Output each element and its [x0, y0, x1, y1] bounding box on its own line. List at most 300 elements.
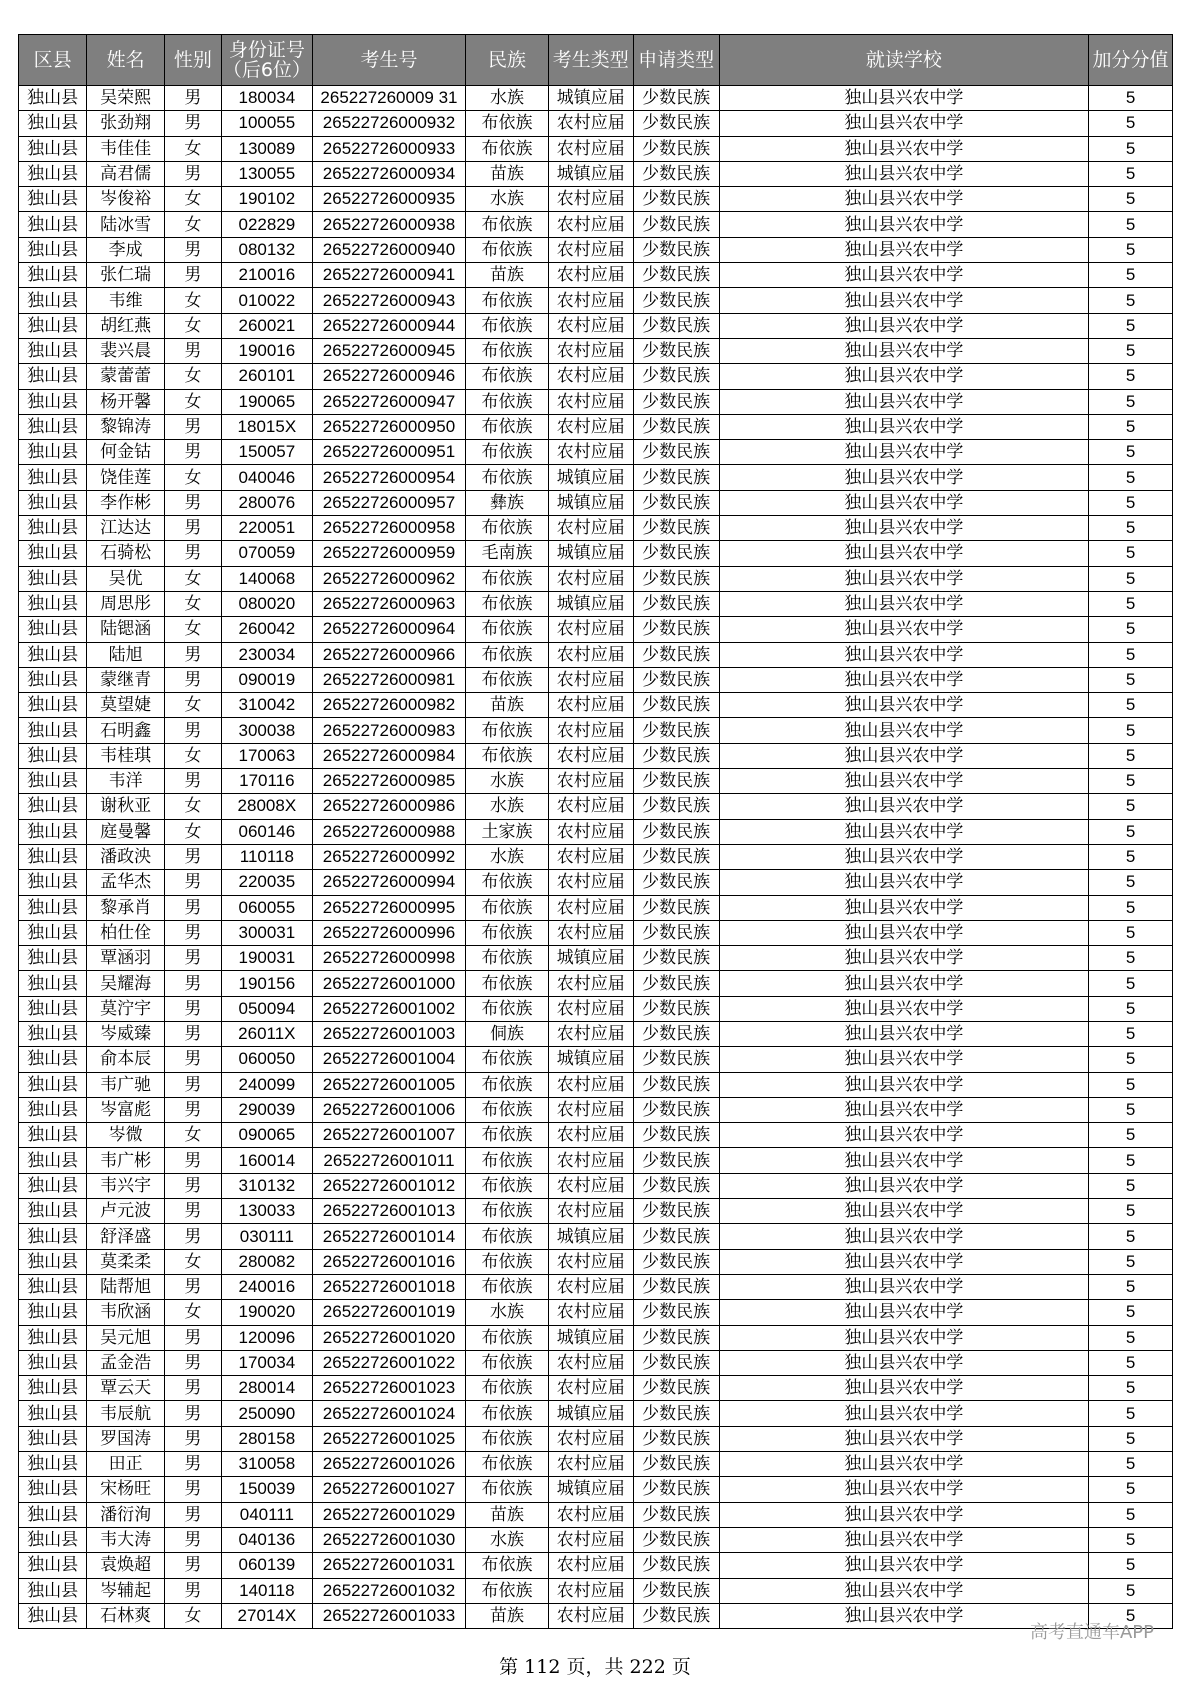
- cell-school: 独山县兴农中学: [719, 693, 1088, 718]
- cell-apply-type: 少数民族: [633, 971, 719, 996]
- cell-exam-number: 26522726001030: [312, 1527, 465, 1552]
- cell-ethnicity: 布依族: [466, 1350, 549, 1375]
- cell-gender: 男: [164, 667, 221, 692]
- cell-student-type: 城镇应届: [548, 946, 633, 971]
- cell-district: 独山县: [19, 338, 87, 363]
- cell-id-last6: 230034: [221, 642, 312, 667]
- cell-bonus-points: 5: [1089, 1401, 1173, 1426]
- cell-name: 俞本辰: [87, 1047, 165, 1072]
- cell-name: 何金钴: [87, 440, 165, 465]
- table-row: [19, 440, 1173, 465]
- cell-exam-number: 26522726000945: [312, 338, 465, 363]
- table-row: [19, 718, 1173, 743]
- table-row: [19, 516, 1173, 541]
- cell-gender: 男: [164, 1452, 221, 1477]
- table-row: [19, 1477, 1173, 1502]
- cell-student-type: 农村应届: [548, 996, 633, 1021]
- table-row: [19, 946, 1173, 971]
- cell-name: 韦维: [87, 288, 165, 313]
- header-school: 就读学校: [719, 35, 1088, 86]
- cell-exam-number: 26522726000982: [312, 693, 465, 718]
- cell-district: 独山县: [19, 769, 87, 794]
- table-row: [19, 263, 1173, 288]
- cell-exam-number: 26522726000934: [312, 161, 465, 186]
- cell-id-last6: 190016: [221, 338, 312, 363]
- table-row: [19, 1047, 1173, 1072]
- cell-exam-number: 26522726001006: [312, 1097, 465, 1122]
- cell-student-type: 农村应届: [548, 1123, 633, 1148]
- cell-bonus-points: 5: [1089, 364, 1173, 389]
- cell-id-last6: 040111: [221, 1502, 312, 1527]
- cell-apply-type: 少数民族: [633, 1047, 719, 1072]
- cell-gender: 男: [164, 440, 221, 465]
- cell-district: 独山县: [19, 1527, 87, 1552]
- cell-gender: 男: [164, 1325, 221, 1350]
- cell-apply-type: 少数民族: [633, 769, 719, 794]
- cell-school: 独山县兴农中学: [719, 465, 1088, 490]
- cell-school: 独山县兴农中学: [719, 1097, 1088, 1122]
- cell-apply-type: 少数民族: [633, 1603, 719, 1628]
- cell-exam-number: 26522726001013: [312, 1199, 465, 1224]
- cell-bonus-points: 5: [1089, 136, 1173, 161]
- cell-id-last6: 310042: [221, 693, 312, 718]
- cell-school: 独山县兴农中学: [719, 1553, 1088, 1578]
- cell-apply-type: 少数民族: [633, 1325, 719, 1350]
- cell-student-type: 农村应届: [548, 313, 633, 338]
- table-row: [19, 693, 1173, 718]
- cell-bonus-points: 5: [1089, 1173, 1173, 1198]
- cell-name: 吴元旭: [87, 1325, 165, 1350]
- cell-id-last6: 210016: [221, 263, 312, 288]
- cell-district: 独山县: [19, 1249, 87, 1274]
- cell-district: 独山县: [19, 566, 87, 591]
- cell-name: 莫泞宇: [87, 996, 165, 1021]
- cell-apply-type: 少数民族: [633, 1502, 719, 1527]
- cell-exam-number: 26522726000946: [312, 364, 465, 389]
- cell-student-type: 农村应届: [548, 1148, 633, 1173]
- cell-name: 宋杨旺: [87, 1477, 165, 1502]
- cell-school: 独山县兴农中学: [719, 1047, 1088, 1072]
- cell-bonus-points: 5: [1089, 946, 1173, 971]
- cell-bonus-points: 5: [1089, 1249, 1173, 1274]
- cell-bonus-points: 5: [1089, 1426, 1173, 1451]
- cell-district: 独山县: [19, 642, 87, 667]
- cell-school: 独山县兴农中学: [719, 1603, 1088, 1628]
- cell-name: 袁焕超: [87, 1553, 165, 1578]
- cell-ethnicity: 布依族: [466, 1148, 549, 1173]
- cell-apply-type: 少数民族: [633, 1350, 719, 1375]
- cell-ethnicity: 布依族: [466, 313, 549, 338]
- cell-bonus-points: 5: [1089, 1603, 1173, 1628]
- table-row: [19, 844, 1173, 869]
- table-row: [19, 1553, 1173, 1578]
- cell-apply-type: 少数民族: [633, 617, 719, 642]
- cell-apply-type: 少数民族: [633, 516, 719, 541]
- cell-student-type: 农村应届: [548, 212, 633, 237]
- cell-gender: 女: [164, 288, 221, 313]
- cell-ethnicity: 布依族: [466, 465, 549, 490]
- cell-ethnicity: 水族: [466, 1527, 549, 1552]
- cell-district: 独山县: [19, 1426, 87, 1451]
- cell-apply-type: 少数民族: [633, 1148, 719, 1173]
- cell-district: 独山县: [19, 490, 87, 515]
- cell-exam-number: 26522726001019: [312, 1300, 465, 1325]
- cell-bonus-points: 5: [1089, 769, 1173, 794]
- cell-gender: 男: [164, 1173, 221, 1198]
- cell-exam-number: 26522726000947: [312, 389, 465, 414]
- cell-bonus-points: 5: [1089, 161, 1173, 186]
- cell-school: 独山县兴农中学: [719, 1325, 1088, 1350]
- cell-district: 独山县: [19, 591, 87, 616]
- cell-student-type: 农村应届: [548, 1452, 633, 1477]
- cell-exam-number: 26522726000966: [312, 642, 465, 667]
- cell-ethnicity: 布依族: [466, 338, 549, 363]
- cell-gender: 男: [164, 1477, 221, 1502]
- cell-id-last6: 290039: [221, 1097, 312, 1122]
- cell-exam-number: 26522726001023: [312, 1376, 465, 1401]
- header-apply-type: 申请类型: [633, 35, 719, 86]
- cell-school: 独山县兴农中学: [719, 1578, 1088, 1603]
- cell-district: 独山县: [19, 1021, 87, 1046]
- cell-exam-number: 26522726001025: [312, 1426, 465, 1451]
- cell-bonus-points: 5: [1089, 263, 1173, 288]
- cell-student-type: 农村应届: [548, 136, 633, 161]
- cell-bonus-points: 5: [1089, 743, 1173, 768]
- header-district: 区县: [19, 35, 87, 86]
- cell-ethnicity: 布依族: [466, 971, 549, 996]
- table-row: [19, 86, 1173, 111]
- cell-district: 独山县: [19, 288, 87, 313]
- cell-ethnicity: 土家族: [466, 819, 549, 844]
- cell-student-type: 农村应届: [548, 844, 633, 869]
- cell-ethnicity: 水族: [466, 844, 549, 869]
- cell-gender: 男: [164, 490, 221, 515]
- cell-gender: 女: [164, 819, 221, 844]
- cell-gender: 男: [164, 1553, 221, 1578]
- cell-apply-type: 少数民族: [633, 591, 719, 616]
- cell-student-type: 城镇应届: [548, 1477, 633, 1502]
- cell-id-last6: 310132: [221, 1173, 312, 1198]
- cell-id-last6: 140118: [221, 1578, 312, 1603]
- cell-student-type: 农村应届: [548, 971, 633, 996]
- cell-bonus-points: 5: [1089, 667, 1173, 692]
- cell-school: 独山县兴农中学: [719, 338, 1088, 363]
- cell-student-type: 农村应届: [548, 718, 633, 743]
- cell-id-last6: 280076: [221, 490, 312, 515]
- cell-gender: 男: [164, 237, 221, 262]
- cell-bonus-points: 5: [1089, 819, 1173, 844]
- cell-district: 独山县: [19, 1325, 87, 1350]
- cell-gender: 男: [164, 263, 221, 288]
- cell-exam-number: 26522726001003: [312, 1021, 465, 1046]
- cell-id-last6: 080132: [221, 237, 312, 262]
- cell-school: 独山县兴农中学: [719, 1224, 1088, 1249]
- cell-id-last6: 300038: [221, 718, 312, 743]
- cell-ethnicity: 布依族: [466, 566, 549, 591]
- cell-name: 岑辅起: [87, 1578, 165, 1603]
- cell-student-type: 农村应届: [548, 895, 633, 920]
- cell-district: 独山县: [19, 364, 87, 389]
- cell-id-last6: 260042: [221, 617, 312, 642]
- cell-id-last6: 170034: [221, 1350, 312, 1375]
- cell-ethnicity: 布依族: [466, 1123, 549, 1148]
- cell-district: 独山县: [19, 541, 87, 566]
- cell-gender: 女: [164, 465, 221, 490]
- table-row: [19, 1249, 1173, 1274]
- cell-school: 独山县兴农中学: [719, 718, 1088, 743]
- cell-apply-type: 少数民族: [633, 819, 719, 844]
- cell-apply-type: 少数民族: [633, 1072, 719, 1097]
- cell-district: 独山县: [19, 389, 87, 414]
- cell-bonus-points: 5: [1089, 1578, 1173, 1603]
- cell-school: 独山县兴农中学: [719, 212, 1088, 237]
- cell-district: 独山县: [19, 1477, 87, 1502]
- cell-gender: 男: [164, 642, 221, 667]
- cell-ethnicity: 布依族: [466, 516, 549, 541]
- cell-student-type: 城镇应届: [548, 1224, 633, 1249]
- cell-student-type: 农村应届: [548, 237, 633, 262]
- table-row: [19, 667, 1173, 692]
- cell-ethnicity: 布依族: [466, 1199, 549, 1224]
- cell-exam-number: 26522726000964: [312, 617, 465, 642]
- cell-student-type: 农村应届: [548, 338, 633, 363]
- cell-apply-type: 少数民族: [633, 541, 719, 566]
- cell-apply-type: 少数民族: [633, 136, 719, 161]
- cell-exam-number: 26522726001032: [312, 1578, 465, 1603]
- cell-school: 独山县兴农中学: [719, 1249, 1088, 1274]
- cell-gender: 男: [164, 1199, 221, 1224]
- cell-student-type: 农村应届: [548, 667, 633, 692]
- cell-name: 田正: [87, 1452, 165, 1477]
- cell-bonus-points: 5: [1089, 1199, 1173, 1224]
- cell-apply-type: 少数民族: [633, 1021, 719, 1046]
- cell-district: 独山县: [19, 895, 87, 920]
- table-body: [19, 86, 1173, 1629]
- cell-district: 独山县: [19, 1072, 87, 1097]
- cell-bonus-points: 5: [1089, 1148, 1173, 1173]
- cell-school: 独山县兴农中学: [719, 263, 1088, 288]
- cell-name: 韦桂琪: [87, 743, 165, 768]
- cell-apply-type: 少数民族: [633, 895, 719, 920]
- cell-exam-number: 26522726001022: [312, 1350, 465, 1375]
- cell-student-type: 农村应届: [548, 263, 633, 288]
- cell-exam-number: 26522726001029: [312, 1502, 465, 1527]
- cell-exam-number: 26522726001007: [312, 1123, 465, 1148]
- cell-name: 罗国涛: [87, 1426, 165, 1451]
- cell-ethnicity: 布依族: [466, 1578, 549, 1603]
- cell-bonus-points: 5: [1089, 1021, 1173, 1046]
- cell-gender: 男: [164, 718, 221, 743]
- cell-name: 孟华杰: [87, 870, 165, 895]
- cell-gender: 男: [164, 1502, 221, 1527]
- cell-ethnicity: 苗族: [466, 1603, 549, 1628]
- cell-district: 独山县: [19, 870, 87, 895]
- cell-gender: 女: [164, 566, 221, 591]
- cell-name: 李成: [87, 237, 165, 262]
- cell-gender: 男: [164, 161, 221, 186]
- header-student-type: 考生类型: [548, 35, 633, 86]
- table-row: [19, 1426, 1173, 1451]
- cell-district: 独山县: [19, 86, 87, 111]
- cell-district: 独山县: [19, 946, 87, 971]
- page-footer: 第 112 页，共 222 页: [499, 1656, 691, 1678]
- cell-gender: 男: [164, 541, 221, 566]
- cell-student-type: 农村应届: [548, 440, 633, 465]
- cell-bonus-points: 5: [1089, 895, 1173, 920]
- cell-ethnicity: 布依族: [466, 111, 549, 136]
- cell-exam-number: 26522726000933: [312, 136, 465, 161]
- cell-gender: 男: [164, 1527, 221, 1552]
- cell-name: 韦洋: [87, 769, 165, 794]
- cell-exam-number: 26522726001014: [312, 1224, 465, 1249]
- cell-gender: 男: [164, 895, 221, 920]
- cell-id-last6: 080020: [221, 591, 312, 616]
- cell-ethnicity: 布依族: [466, 237, 549, 262]
- cell-ethnicity: 水族: [466, 1300, 549, 1325]
- cell-exam-number: 26522726000944: [312, 313, 465, 338]
- cell-district: 独山县: [19, 313, 87, 338]
- cell-ethnicity: 水族: [466, 794, 549, 819]
- table-row: [19, 187, 1173, 212]
- cell-gender: 男: [164, 1021, 221, 1046]
- cell-exam-number: 26522726000988: [312, 819, 465, 844]
- cell-gender: 男: [164, 971, 221, 996]
- cell-id-last6: 070059: [221, 541, 312, 566]
- cell-id-last6: 190065: [221, 389, 312, 414]
- cell-apply-type: 少数民族: [633, 490, 719, 515]
- cell-exam-number: 26522726000984: [312, 743, 465, 768]
- cell-gender: 女: [164, 591, 221, 616]
- cell-exam-number: 26522726000935: [312, 187, 465, 212]
- cell-name: 陆旭: [87, 642, 165, 667]
- cell-ethnicity: 布依族: [466, 718, 549, 743]
- cell-exam-number: 26522726001027: [312, 1477, 465, 1502]
- cell-id-last6: 022829: [221, 212, 312, 237]
- cell-bonus-points: 5: [1089, 844, 1173, 869]
- cell-student-type: 农村应届: [548, 187, 633, 212]
- cell-id-last6: 160014: [221, 1148, 312, 1173]
- cell-name: 岑富彪: [87, 1097, 165, 1122]
- table-row: [19, 617, 1173, 642]
- cell-ethnicity: 布依族: [466, 1249, 549, 1274]
- cell-bonus-points: 5: [1089, 212, 1173, 237]
- cell-student-type: 农村应届: [548, 794, 633, 819]
- cell-gender: 女: [164, 389, 221, 414]
- cell-exam-number: 26522726001000: [312, 971, 465, 996]
- cell-apply-type: 少数民族: [633, 1578, 719, 1603]
- cell-name: 孟金浩: [87, 1350, 165, 1375]
- cell-district: 独山县: [19, 819, 87, 844]
- cell-id-last6: 260101: [221, 364, 312, 389]
- table-row: [19, 1401, 1173, 1426]
- cell-school: 独山县兴农中学: [719, 1477, 1088, 1502]
- cell-district: 独山县: [19, 1047, 87, 1072]
- cell-bonus-points: 5: [1089, 237, 1173, 262]
- cell-school: 独山县兴农中学: [719, 743, 1088, 768]
- cell-gender: 男: [164, 1047, 221, 1072]
- cell-bonus-points: 5: [1089, 1452, 1173, 1477]
- cell-bonus-points: 5: [1089, 1502, 1173, 1527]
- cell-school: 独山县兴农中学: [719, 1376, 1088, 1401]
- cell-exam-number: 265227260009 31: [312, 86, 465, 111]
- cell-apply-type: 少数民族: [633, 1300, 719, 1325]
- cell-id-last6: 18015X: [221, 414, 312, 439]
- cell-id-last6: 240099: [221, 1072, 312, 1097]
- cell-student-type: 农村应届: [548, 111, 633, 136]
- table-row: [19, 920, 1173, 945]
- table-row: [19, 743, 1173, 768]
- cell-school: 独山县兴农中学: [719, 187, 1088, 212]
- cell-name: 岑微: [87, 1123, 165, 1148]
- cell-district: 独山县: [19, 971, 87, 996]
- cell-ethnicity: 布依族: [466, 642, 549, 667]
- cell-district: 独山县: [19, 1350, 87, 1375]
- cell-id-last6: 300031: [221, 920, 312, 945]
- cell-gender: 女: [164, 187, 221, 212]
- cell-id-last6: 170116: [221, 769, 312, 794]
- cell-apply-type: 少数民族: [633, 187, 719, 212]
- cell-ethnicity: 布依族: [466, 1274, 549, 1299]
- table-row: [19, 1350, 1173, 1375]
- cell-id-last6: 280158: [221, 1426, 312, 1451]
- cell-id-last6: 240016: [221, 1274, 312, 1299]
- cell-gender: 女: [164, 313, 221, 338]
- cell-gender: 女: [164, 364, 221, 389]
- cell-gender: 男: [164, 1578, 221, 1603]
- header-bonus-points: 加分分值: [1089, 35, 1173, 86]
- cell-student-type: 农村应届: [548, 617, 633, 642]
- cell-exam-number: 26522726001033: [312, 1603, 465, 1628]
- cell-district: 独山县: [19, 237, 87, 262]
- cell-id-last6: 28008X: [221, 794, 312, 819]
- cell-name: 石明鑫: [87, 718, 165, 743]
- cell-exam-number: 26522726000940: [312, 237, 465, 262]
- cell-name: 卢元波: [87, 1199, 165, 1224]
- cell-apply-type: 少数民族: [633, 743, 719, 768]
- cell-bonus-points: 5: [1089, 566, 1173, 591]
- cell-id-last6: 26011X: [221, 1021, 312, 1046]
- cell-bonus-points: 5: [1089, 1072, 1173, 1097]
- cell-id-last6: 150057: [221, 440, 312, 465]
- cell-student-type: 农村应届: [548, 920, 633, 945]
- cell-name: 莫柔柔: [87, 1249, 165, 1274]
- cell-gender: 男: [164, 1148, 221, 1173]
- table-row: [19, 870, 1173, 895]
- cell-id-last6: 250090: [221, 1401, 312, 1426]
- cell-exam-number: 26522726001002: [312, 996, 465, 1021]
- cell-apply-type: 少数民族: [633, 946, 719, 971]
- cell-name: 蒙继青: [87, 667, 165, 692]
- cell-student-type: 城镇应届: [548, 1325, 633, 1350]
- cell-exam-number: 26522726000986: [312, 794, 465, 819]
- header-gender: 性别: [164, 35, 221, 86]
- cell-school: 独山县兴农中学: [719, 490, 1088, 515]
- cell-school: 独山县兴农中学: [719, 1300, 1088, 1325]
- cell-ethnicity: 布依族: [466, 870, 549, 895]
- table-row: [19, 1199, 1173, 1224]
- cell-ethnicity: 水族: [466, 769, 549, 794]
- table-row: [19, 161, 1173, 186]
- cell-name: 胡红燕: [87, 313, 165, 338]
- cell-school: 独山县兴农中学: [719, 920, 1088, 945]
- cell-district: 独山县: [19, 465, 87, 490]
- cell-bonus-points: 5: [1089, 1527, 1173, 1552]
- cell-id-last6: 040136: [221, 1527, 312, 1552]
- cell-gender: 男: [164, 1350, 221, 1375]
- cell-gender: 女: [164, 1300, 221, 1325]
- cell-school: 独山县兴农中学: [719, 1350, 1088, 1375]
- cell-name: 吴荣熙: [87, 86, 165, 111]
